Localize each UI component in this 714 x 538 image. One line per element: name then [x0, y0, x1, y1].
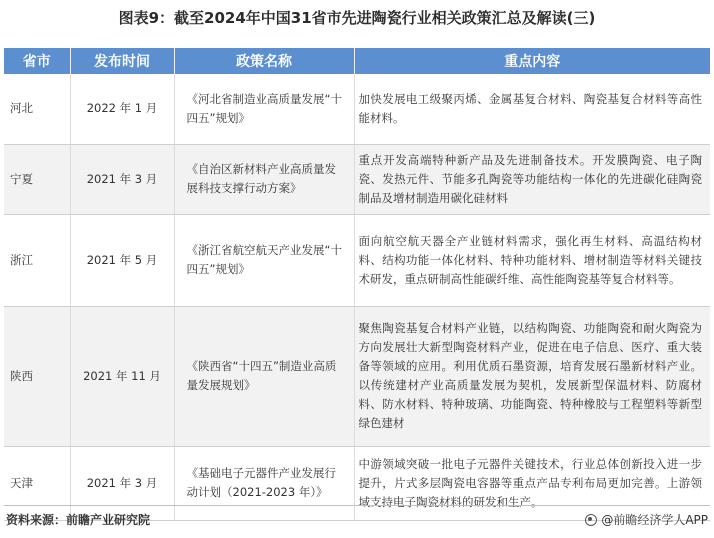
key-content-cell: 加快发展电工级聚丙烯、金属基复合材料、陶瓷基复合材料等高性能材料。	[354, 74, 710, 144]
table-row	[4, 214, 710, 306]
policy-name-cell: 《基础电子元器件产业发展行动计划（2021-2023 年）》	[174, 446, 354, 520]
footer-divider	[4, 505, 710, 506]
province-cell: 陕西	[4, 306, 70, 446]
date-cell: 2022 年 1 月	[70, 74, 174, 144]
key-content-cell: 聚焦陶瓷基复合材料产业链，以结构陶瓷、功能陶瓷和耐火陶瓷为方向发展壮大新型陶瓷材料产业，促进在电子信息、医疗、重大装备等领域的应用。利用优质石墨资源，培育发展石墨新材料产业。以传统建材产业高质量发展为契机，发展新型保温材料、防腐材料、防水材料、特种玻璃、功能陶瓷、特种橡胶与工程塑料等新型绿色建材	[354, 306, 710, 446]
chart-title: 图表9：截至2024年中国31省市先进陶瓷行业相关政策汇总及解读(三)	[118, 9, 596, 27]
key-content-cell: 重点开发高端特种新产品及先进制备技术。开发膜陶瓷、电子陶瓷、发热元件、节能多孔陶瓷等功能结构一体化的先进碳化硅陶瓷制品及增材制造用碳化硅材料	[354, 144, 710, 214]
table-row	[4, 306, 710, 446]
policy-name-cell: 《河北省制造业高质量发展“十四五”规划》	[174, 74, 354, 144]
policy-table	[4, 48, 710, 521]
brand-label: @前瞻经济学人APP	[601, 513, 708, 527]
table-row	[4, 144, 710, 214]
table-row	[4, 446, 710, 520]
key-content-cell: 面向航空航天器全产业链材料需求，强化再生材料、高温结构材料、结构功能一体化材料、特种功能材料、增材制造等材料关键技术研发，重点研制高性能碳纤维、高性能陶瓷基等复合材料等。	[354, 214, 710, 306]
policy-name-cell: 《陕西省“十四五”制造业高质量发展规划》	[174, 306, 354, 446]
date-cell: 2021 年 5 月	[70, 214, 174, 306]
policy-name-cell: 《自治区新材料产业高质量发展科技支撑行动方案》	[174, 144, 354, 214]
header-province: 省市	[4, 48, 70, 74]
header-content: 重点内容	[354, 48, 710, 74]
header-date: 发布时间	[70, 48, 174, 74]
table-row	[4, 74, 710, 144]
policy-name-cell: 《浙江省航空航天产业发展“十四五”规划》	[174, 214, 354, 306]
province-cell: 宁夏	[4, 144, 70, 214]
province-cell: 浙江	[4, 214, 70, 306]
key-content-cell: 中游领域突破一批电子元器件关键技术，行业总体创新投入进一步提升，片式多层陶瓷电容器等重点产品专利布局更加完善。上游领域支持电子陶瓷材料的研发和生产。	[354, 446, 710, 520]
date-cell: 2021 年 11 月	[70, 306, 174, 446]
date-cell: 2021 年 3 月	[70, 144, 174, 214]
brand-attribution	[585, 511, 708, 528]
qianzhan-logo-icon	[585, 514, 597, 526]
date-cell: 2021 年 3 月	[70, 446, 174, 520]
province-cell: 河北	[4, 74, 70, 144]
header-policy: 政策名称	[174, 48, 354, 74]
source-note: 资料来源：前瞻产业研究院	[6, 513, 151, 527]
province-cell: 天津	[4, 446, 70, 520]
table-header-row	[4, 48, 710, 74]
